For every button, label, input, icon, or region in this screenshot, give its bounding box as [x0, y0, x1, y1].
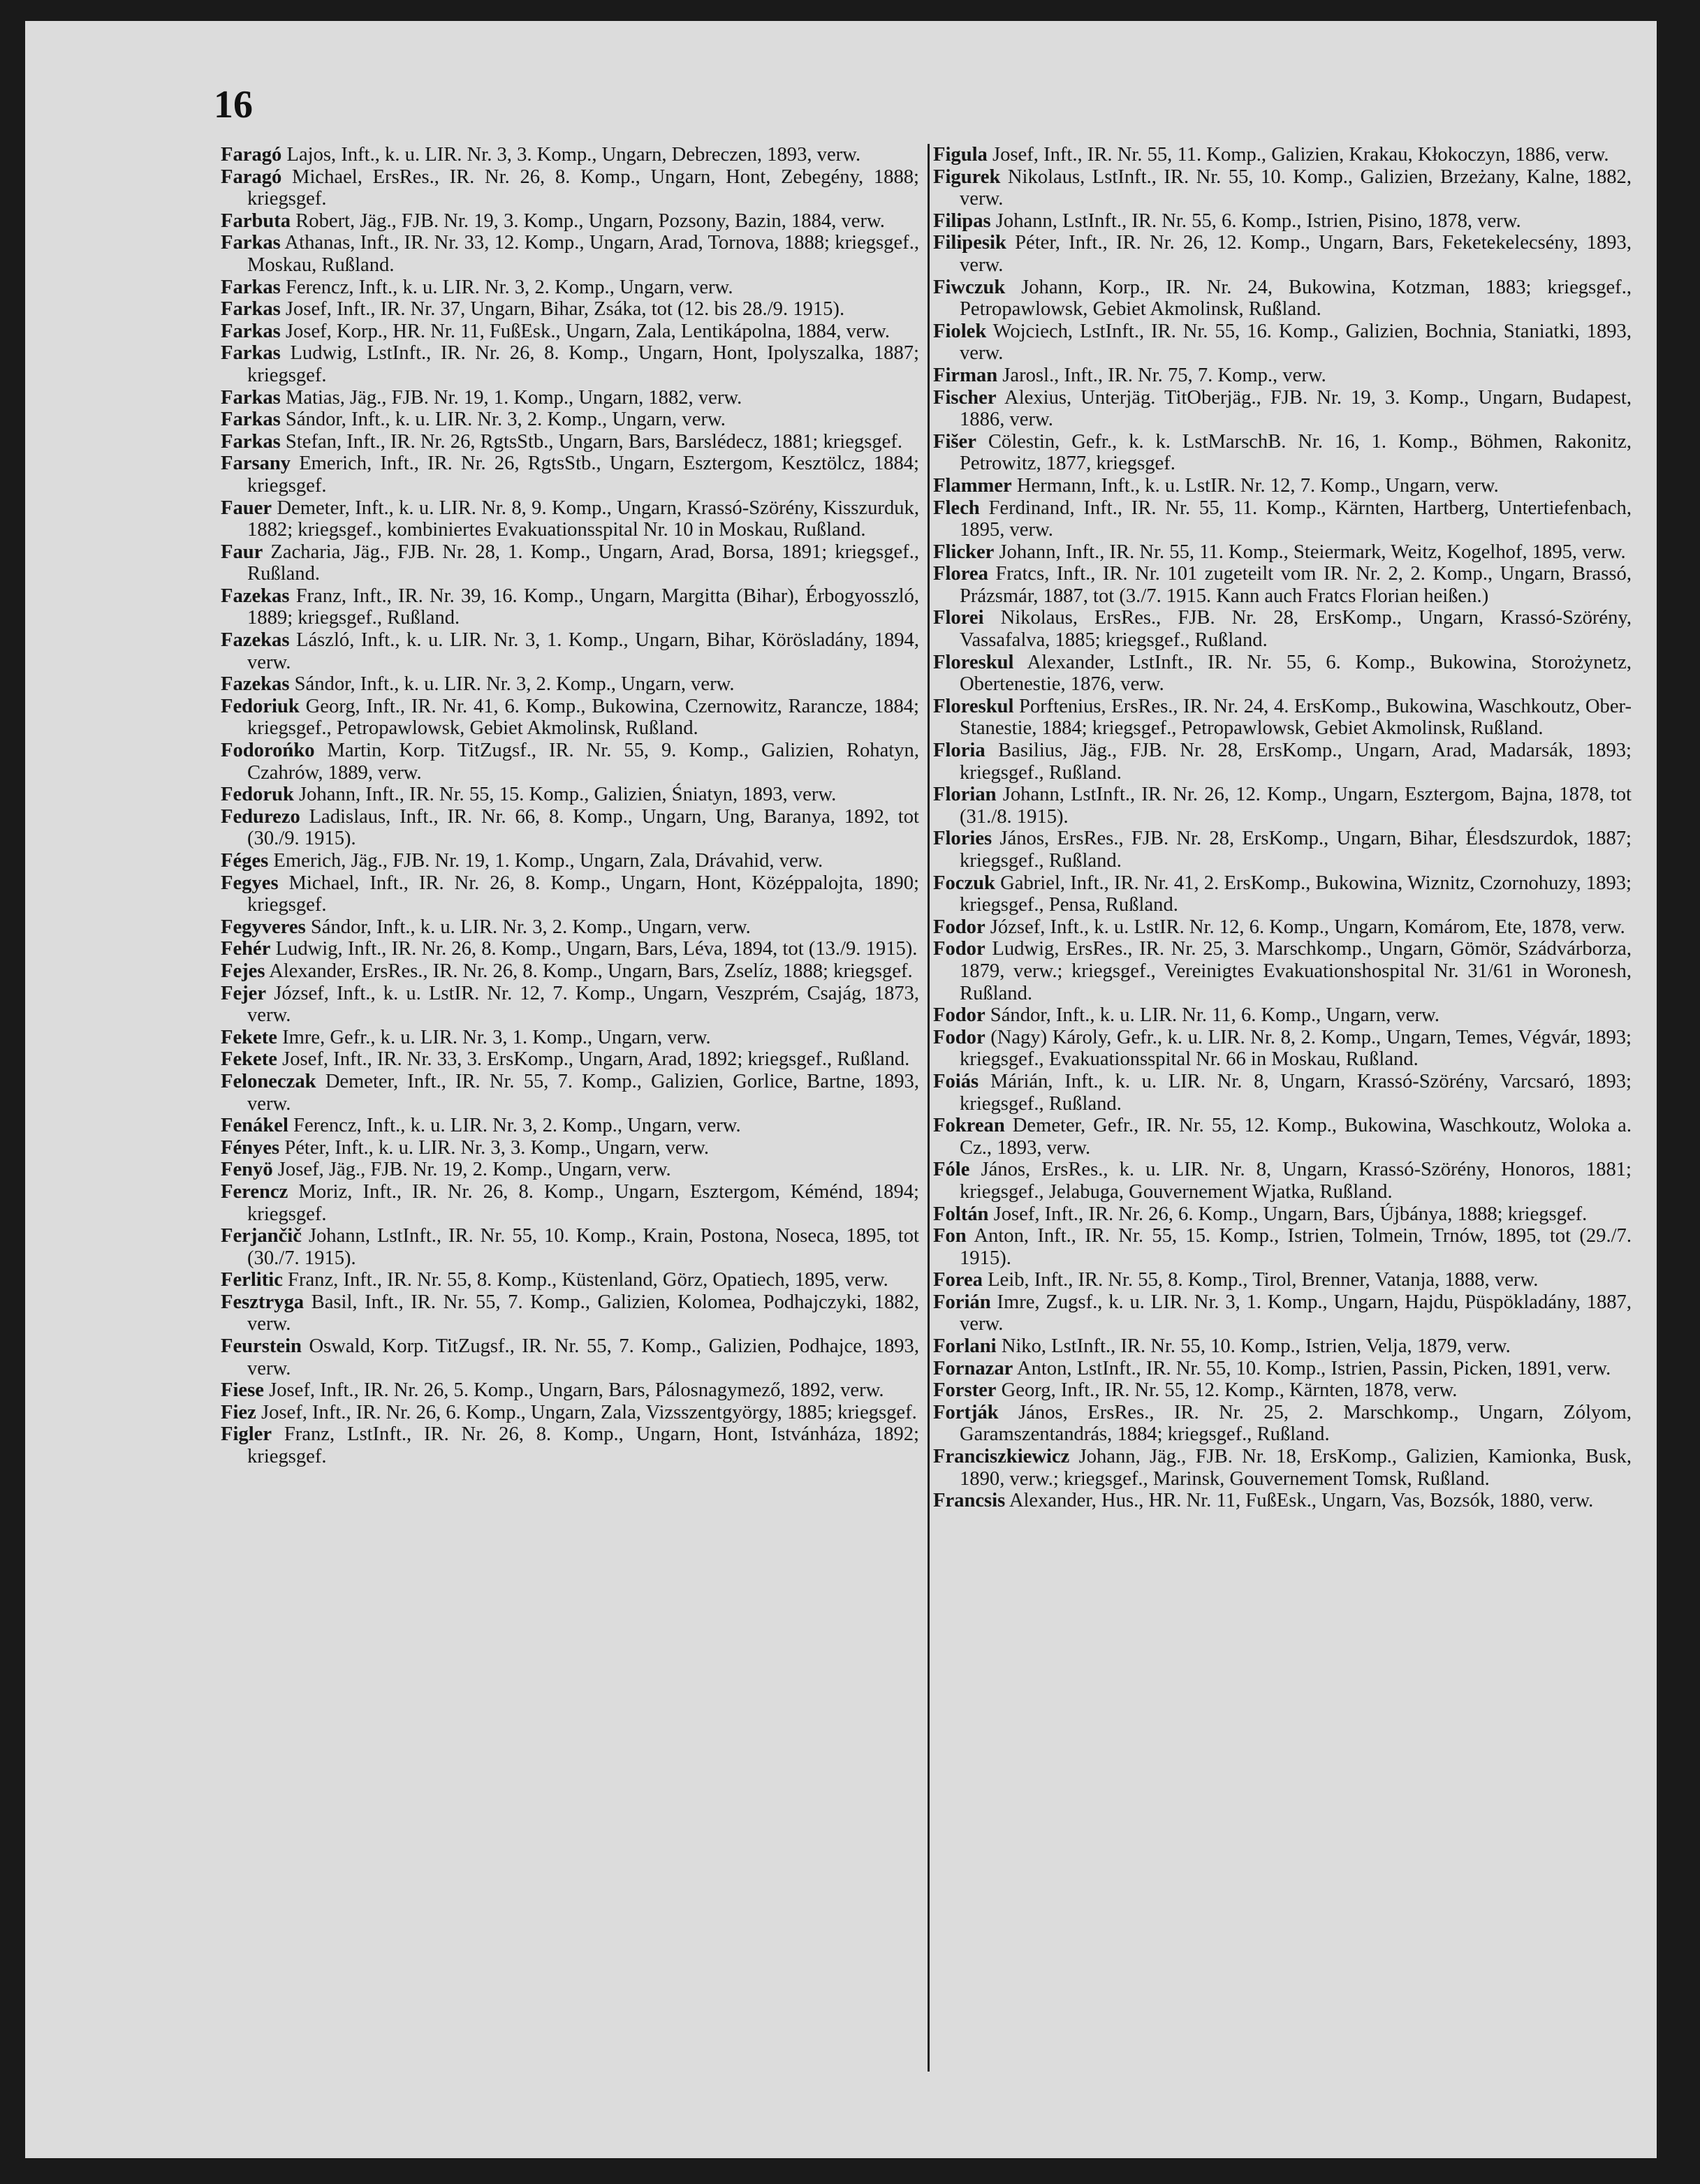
entry-surname: Ferlitic: [221, 1269, 283, 1291]
entry-details: Leib, Inft., IR. Nr. 55, 8. Komp., Tirol, Brenner, Vatanja, 1888, verw.: [982, 1269, 1539, 1291]
entry-details: Alexander, Hus., HR. Nr. 11, FußEsk., Ungarn, Vas, Bozsók, 1880, verw.: [1005, 1490, 1594, 1512]
entry-surname: Fiolek: [933, 320, 987, 342]
entry-details: Péter, Inft., k. u. LIR. Nr. 3, 3. Komp., Ungarn, verw.: [279, 1136, 710, 1159]
entry-details: Ludwig, LstInft., IR. Nr. 26, 8. Komp., Ungarn, Hont, Ipolyszalka, 1887; kriegsgef.: [247, 342, 919, 386]
entry-details: Ferencz, Inft., k. u. LIR. Nr. 3, 2. Komp., Ungarn, verw.: [280, 276, 733, 298]
entry-surname: Fenyö: [221, 1159, 273, 1181]
entry-details: Franz, Inft., IR. Nr. 55, 8. Komp., Küstenland, Görz, Opatiech, 1895, verw.: [282, 1269, 888, 1291]
entry-surname: Francsis: [933, 1490, 1006, 1512]
entry-details: Franz, LstInft., IR. Nr. 26, 8. Komp., Ungarn, Hont, Istvánháza, 1892; kriegsgef.: [247, 1423, 919, 1468]
entry-details: Sándor, Inft., k. u. LIR. Nr. 11, 6. Komp., Ungarn, verw.: [985, 1004, 1439, 1027]
entry-details: Michael, ErsRes., IR. Nr. 26, 8. Komp., Ungarn, Hont, Zebegény, 1888; kriegsgef.: [247, 166, 919, 210]
entry-surname: Flories: [933, 828, 992, 850]
entry-surname: Farkas: [221, 298, 281, 321]
entry-surname: Ferencz: [221, 1180, 288, 1203]
entry-surname: Figurek: [933, 166, 1001, 188]
list-item: [933, 1159, 1632, 1203]
entry-surname: Foiás: [933, 1070, 979, 1092]
list-item: [933, 365, 1632, 387]
entry-details: Johann, LstInft., IR. Nr. 55, 6. Komp., Istrien, Pisino, 1878, verw.: [990, 210, 1521, 232]
list-item: [221, 409, 919, 431]
list-item: [933, 563, 1632, 607]
entry-details: Anton, LstInft., IR. Nr. 55, 10. Komp., Istrien, Passin, Picken, 1891, verw.: [1013, 1357, 1611, 1379]
list-item: [933, 1291, 1632, 1335]
list-item: [221, 740, 919, 784]
entry-details: Niko, LstInft., IR. Nr. 55, 10. Komp., Istrien, Velja, 1879, verw.: [996, 1335, 1511, 1358]
entry-surname: Fedoriuk: [221, 695, 300, 717]
entry-surname: Fortják: [933, 1401, 999, 1423]
list-item: [221, 497, 919, 541]
list-item: [933, 938, 1632, 1004]
entry-surname: Fedoruk: [221, 784, 294, 806]
list-item: [933, 1335, 1632, 1358]
list-item: [933, 916, 1632, 939]
list-item: [933, 1027, 1632, 1071]
entry-surname: Fodor: [933, 938, 985, 960]
entry-details: Stefan, Inft., IR. Nr. 26, RgtsStb., Ungarn, Bars, Barslédecz, 1881; kriegsgef.: [280, 430, 902, 453]
entry-surname: Fokrean: [933, 1115, 1005, 1137]
list-item: [221, 298, 919, 321]
list-item: [221, 1379, 919, 1402]
entry-details: Anton, Inft., IR. Nr. 55, 15. Komp., Istrien, Tolmein, Trnów, 1895, tot (29./7. 1915).: [960, 1225, 1632, 1269]
list-item: [933, 1203, 1632, 1226]
entry-surname: Farkas: [221, 320, 281, 342]
entry-surname: Forlani: [933, 1335, 997, 1358]
entry-details: Nikolaus, LstInft., IR. Nr. 55, 10. Komp., Galizien, Brzeżany, Kalne, 1882, verw.: [960, 166, 1632, 210]
list-item: [221, 806, 919, 850]
list-item: [221, 166, 919, 210]
list-item: [221, 1225, 919, 1269]
list-item: [221, 541, 919, 585]
entry-details: Alexius, Unterjäg. TitOberjäg., FJB. Nr. 19, 3. Komp., Ungarn, Budapest, 1886, verw.: [960, 386, 1632, 431]
entry-details: Josef, Inft., IR. Nr. 26, 6. Komp., Ungarn, Bars, Újbánya, 1888; kriegsgef.: [988, 1203, 1588, 1225]
entry-surname: Fodor: [933, 916, 985, 938]
list-item: [221, 850, 919, 872]
entry-details: Josef, Inft., IR. Nr. 37, Ungarn, Bihar, Zsáka, tot (12. bis 28./9. 1915).: [280, 298, 845, 321]
list-item: [221, 585, 919, 629]
entry-surname: Fiese: [221, 1379, 264, 1402]
list-item: [933, 431, 1632, 475]
entry-details: Franz, Inft., IR. Nr. 39, 16. Komp., Ungarn, Margitta (Bihar), Érbogyosszló, 1889; kriegsgef., Rußland.: [247, 585, 919, 629]
right-column: [933, 144, 1632, 2072]
list-item: [221, 1071, 919, 1115]
list-item: [933, 1446, 1632, 1490]
entry-surname: Forea: [933, 1269, 983, 1291]
entry-details: Johann, Jäg., FJB. Nr. 18, ErsKomp., Galizien, Kamionka, Busk, 1890, verw.; kriegsgef., Marinsk, Gouvernement Tomsk, Rußland.: [960, 1446, 1632, 1490]
entry-surname: Foltán: [933, 1203, 989, 1225]
entry-details: Demeter, Gefr., IR. Nr. 55, 12. Komp., Bukowina, Waschkoutz, Woloka a. Cz., 1893, verw.: [960, 1115, 1632, 1159]
entry-details: Moriz, Inft., IR. Nr. 26, 8. Komp., Ungarn, Esztergom, Kéménd, 1894; kriegsgef.: [247, 1180, 919, 1225]
entry-details: Ferencz, Inft., k. u. LIR. Nr. 3, 2. Komp., Ungarn, verw.: [288, 1115, 741, 1137]
entry-details: Ludwig, Inft., IR. Nr. 26, 8. Komp., Ungarn, Bars, Léva, 1894, tot (13./9. 1915).: [270, 938, 918, 960]
list-item: [221, 872, 919, 916]
list-item: [221, 1048, 919, 1071]
list-item: [933, 166, 1632, 210]
list-item: [221, 342, 919, 386]
entry-details: Porftenius, ErsRes., IR. Nr. 24, 4. ErsKomp., Bukowina, Waschkoutz, Ober-Stanestie, 1884; kriegsgef., Petropawlowsk, Gebiet Akmolinsk, Rußland.: [960, 695, 1632, 740]
entry-details: Georg, Inft., IR. Nr. 55, 12. Komp., Kärnten, 1878, verw.: [996, 1379, 1458, 1402]
list-item: [933, 1225, 1632, 1269]
list-item: [221, 277, 919, 299]
entry-details: Basil, Inft., IR. Nr. 55, 7. Komp., Galizien, Kolomea, Podhajczyki, 1882, verw.: [247, 1291, 919, 1335]
list-item: [221, 387, 919, 409]
entry-surname: Farkas: [221, 430, 281, 453]
list-item: [933, 828, 1632, 872]
entry-surname: Farbuta: [221, 210, 291, 232]
entry-surname: Floria: [933, 740, 985, 762]
entry-surname: Fodor: [933, 1026, 985, 1048]
entry-surname: Fazekas: [221, 629, 290, 652]
entry-surname: Fejes: [221, 960, 265, 982]
entry-surname: Fenákel: [221, 1115, 288, 1137]
entry-surname: Fodor: [933, 1004, 985, 1027]
entry-details: Alexander, LstInft., IR. Nr. 55, 6. Komp., Bukowina, Storożynetz, Obertenestie, 1876, verw.: [960, 651, 1632, 696]
entry-details: Sándor, Inft., k. u. LIR. Nr. 3, 2. Komp., Ungarn, verw.: [289, 673, 735, 696]
list-item: [221, 673, 919, 696]
entry-details: Lajos, Inft., k. u. LIR. Nr. 3, 3. Komp., Ungarn, Debreczen, 1893, verw.: [281, 144, 861, 166]
entry-surname: Fejer: [221, 982, 267, 1004]
list-item: [933, 740, 1632, 784]
list-item: [221, 431, 919, 453]
entry-details: Josef, Korp., HR. Nr. 11, FußEsk., Ungarn, Zala, Lentikápolna, 1884, verw.: [280, 320, 891, 342]
entry-surname: Fesztryga: [221, 1291, 305, 1313]
entry-surname: Fiez: [221, 1401, 256, 1423]
list-item: [221, 983, 919, 1027]
page-number: 16: [214, 83, 253, 126]
entry-surname: Fekete: [221, 1026, 277, 1048]
entry-surname: Faragó: [221, 166, 282, 188]
entry-surname: Fauer: [221, 497, 272, 519]
list-item: [933, 652, 1632, 696]
list-item: [933, 1115, 1632, 1159]
list-item: [221, 321, 919, 343]
left-column: [221, 144, 919, 2072]
entry-details: Imre, Zugsf., k. u. LIR. Nr. 3, 1. Komp., Ungarn, Hajdu, Püspökladány, 1887, verw.: [960, 1291, 1632, 1335]
entry-details: Nikolaus, ErsRes., FJB. Nr. 28, ErsKomp., Ungarn, Krassó-Szörény, Vassafalva, 1885; kriegsgef., Rußland.: [960, 607, 1632, 652]
list-item: [221, 1269, 919, 1291]
entry-details: (Nagy) Károly, Gefr., k. u. LIR. Nr. 8, 2. Komp., Ungarn, Temes, Végvár, 1893; kriegsgef., Evakuationsspital Nr. 66 in Moskau, Rußland.: [960, 1026, 1632, 1071]
entry-surname: Foczuk: [933, 872, 995, 894]
entry-details: Demeter, Inft., IR. Nr. 55, 7. Komp., Galizien, Gorlice, Bartne, 1893, verw.: [247, 1070, 919, 1115]
entry-details: Ludwig, ErsRes., IR. Nr. 25, 3. Marschkomp., Ungarn, Gömör, Szádvárborza, 1879, verw.; kriegsgef., Vereinigtes Evakuationshospital Nr. 31/61 in Woronesh, Rußland.: [960, 938, 1632, 1004]
entry-surname: Farkas: [221, 386, 281, 409]
list-item: [933, 210, 1632, 233]
list-item: [221, 916, 919, 939]
list-item: [933, 1004, 1632, 1027]
entry-details: Demeter, Inft., k. u. LIR. Nr. 8, 9. Komp., Ungarn, Krassó-Szörény, Kisszurduk, 1882; kriegsgef., kombiniertes Evakuationsspital Nr. 10 in Moskau, Rußland.: [247, 497, 919, 541]
entry-surname: Forián: [933, 1291, 991, 1313]
list-item: [221, 1137, 919, 1159]
entry-surname: Fekete: [221, 1048, 277, 1071]
entry-details: János, ErsRes., FJB. Nr. 28, ErsKomp., Ungarn, Bihar, Élesdszurdok, 1887; kriegsgef., Rußland.: [960, 828, 1632, 872]
entry-surname: Florea: [933, 563, 988, 585]
entry-details: Hermann, Inft., k. u. LstIR. Nr. 12, 7. Komp., Ungarn, verw.: [1011, 474, 1499, 497]
list-item: [221, 144, 919, 166]
column-divider: [928, 144, 930, 2072]
entry-surname: Firman: [933, 364, 998, 386]
entry-details: Johann, Inft., IR. Nr. 55, 11. Komp., Steiermark, Weitz, Kogelhof, 1895, verw.: [994, 541, 1626, 563]
entry-details: Robert, Jäg., FJB. Nr. 19, 3. Komp., Ungarn, Pozsony, Bazin, 1884, verw.: [291, 210, 885, 232]
entry-surname: Filipesik: [933, 232, 1006, 254]
entry-surname: Farkas: [221, 409, 281, 431]
entry-details: Zacharia, Jäg., FJB. Nr. 28, 1. Komp., Ungarn, Arad, Borsa, 1891; kriegsgef., Rußland.: [247, 541, 919, 585]
entry-surname: Fedurezo: [221, 805, 300, 828]
entry-details: Ferdinand, Inft., IR. Nr. 55, 11. Komp., Kärnten, Hartberg, Untertiefenbach, 1895, verw.: [960, 497, 1632, 541]
list-item: [933, 1490, 1632, 1512]
entry-surname: Fischer: [933, 386, 997, 409]
entry-details: Johann, Inft., IR. Nr. 55, 15. Komp., Galizien, Śniatyn, 1893, verw.: [293, 784, 837, 806]
entry-details: Sándor, Inft., k. u. LIR. Nr. 3, 2. Komp., Ungarn, verw.: [305, 916, 751, 938]
entry-details: János, ErsRes., k. u. LIR. Nr. 8, Ungarn, Krassó-Szörény, Honoros, 1881; kriegsgef., Jelabuga, Gouvernement Wjatka, Rußland.: [960, 1159, 1632, 1203]
entry-details: Johann, LstInft., IR. Nr. 26, 12. Komp., Ungarn, Esztergom, Bajna, 1878, tot (31./8. 1915).: [960, 784, 1632, 828]
entry-details: Athanas, Inft., IR. Nr. 33, 12. Komp., Ungarn, Arad, Tornova, 1888; kriegsgef., Moskau, Rußland.: [247, 232, 919, 276]
list-item: [933, 1402, 1632, 1446]
entry-surname: Fóle: [933, 1159, 970, 1181]
entry-surname: Flammer: [933, 474, 1012, 497]
list-item: [933, 1379, 1632, 1402]
list-item: [221, 629, 919, 673]
entry-details: Josef, Inft., IR. Nr. 33, 3. ErsKomp., Ungarn, Arad, 1892; kriegsgef., Rußland.: [277, 1048, 910, 1071]
entry-surname: Floreskul: [933, 695, 1014, 717]
list-item: [933, 784, 1632, 828]
list-item: [933, 1269, 1632, 1291]
entry-surname: Ferjančič: [221, 1225, 302, 1247]
entry-surname: Fegyveres: [221, 916, 306, 938]
entry-details: Basilius, Jäg., FJB. Nr. 28, ErsKomp., Ungarn, Arad, Madarsák, 1893; kriegsgef., Rußland.: [960, 740, 1632, 784]
list-item: [933, 232, 1632, 276]
list-item: [221, 1181, 919, 1225]
entry-details: Alexander, ErsRes., IR. Nr. 26, 8. Komp., Ungarn, Bars, Zselíz, 1888; kriegsgef.: [265, 960, 913, 982]
entry-surname: Fegyes: [221, 872, 279, 894]
entry-surname: Florei: [933, 607, 984, 629]
list-item: [221, 696, 919, 740]
entry-details: Johann, LstInft., IR. Nr. 55, 10. Komp., Krain, Postona, Noseca, 1895, tot (30./7. 1915).: [247, 1225, 919, 1269]
entry-details: József, Inft., k. u. LstIR. Nr. 12, 6. Komp., Ungarn, Komárom, Ete, 1878, verw.: [985, 916, 1625, 938]
entry-surname: Flech: [933, 497, 980, 519]
entry-details: Jarosl., Inft., IR. Nr. 75, 7. Komp., verw.: [997, 364, 1326, 386]
entry-details: Wojciech, LstInft., IR. Nr. 55, 16. Komp., Galizien, Bochnia, Staniatki, 1893, verw.: [960, 320, 1632, 365]
list-item: [221, 1159, 919, 1181]
entry-details: Emerich, Jäg., FJB. Nr. 19, 1. Komp., Ungarn, Zala, Drávahid, verw.: [268, 850, 823, 872]
entry-details: Michael, Inft., IR. Nr. 26, 8. Komp., Ungarn, Hont, Középpalojta, 1890; kriegsgef.: [247, 872, 919, 916]
entry-surname: Fišer: [933, 430, 976, 453]
entry-surname: Farkas: [221, 232, 281, 254]
list-item: [933, 144, 1632, 166]
entry-surname: Forster: [933, 1379, 997, 1402]
entry-surname: Féges: [221, 850, 269, 872]
entry-surname: Figula: [933, 144, 988, 166]
entry-surname: Fazekas: [221, 673, 290, 696]
entry-details: Martin, Korp. TitZugsf., IR. Nr. 55, 9. Komp., Galizien, Rohatyn, Czahrów, 1889, verw.: [247, 740, 919, 784]
entry-surname: Fodorońko: [221, 740, 315, 762]
entry-details: Matias, Jäg., FJB. Nr. 19, 1. Komp., Ungarn, 1882, verw.: [280, 386, 742, 409]
list-item: [933, 696, 1632, 740]
entry-surname: Floreskul: [933, 651, 1014, 673]
entry-details: László, Inft., k. u. LIR. Nr. 3, 1. Komp., Ungarn, Bihar, Körösladány, 1894, verw.: [247, 629, 919, 673]
entry-surname: Feloneczak: [221, 1070, 316, 1092]
list-item: [933, 1358, 1632, 1380]
entry-details: Josef, Inft., IR. Nr. 26, 5. Komp., Ungarn, Bars, Pálosnagymező, 1892, verw.: [263, 1379, 884, 1402]
entry-surname: Faragó: [221, 144, 282, 166]
entry-surname: Farkas: [221, 342, 281, 365]
entry-surname: Fon: [933, 1225, 967, 1247]
entry-surname: Fehér: [221, 938, 271, 960]
entry-details: Gabriel, Inft., IR. Nr. 41, 2. ErsKomp., Bukowina, Wiznitz, Czornohuzy, 1893; kriegsgef., Pensa, Rußland.: [960, 872, 1632, 916]
list-item: [221, 1027, 919, 1049]
entry-details: Péter, Inft., IR. Nr. 26, 12. Komp., Ungarn, Bars, Feketekelecsény, 1893, verw.: [960, 232, 1632, 276]
entry-details: Sándor, Inft., k. u. LIR. Nr. 3, 2. Komp., Ungarn, verw.: [280, 409, 726, 431]
entry-details: Josef, Inft., IR. Nr. 55, 11. Komp., Galizien, Krakau, Kłokoczyn, 1886, verw.: [987, 144, 1609, 166]
entry-details: Johann, Korp., IR. Nr. 24, Bukowina, Kotzman, 1883; kriegsgef., Petropawlowsk, Gebiet Akmolinsk, Rußland.: [960, 276, 1632, 321]
list-item: [221, 1291, 919, 1335]
entry-details: Márián, Inft., k. u. LIR. Nr. 8, Ungarn, Krassó-Szörény, Varcsaró, 1893; kriegsgef., Rußland.: [960, 1070, 1632, 1115]
entry-details: Emerich, Inft., IR. Nr. 26, RgtsStb., Ungarn, Esztergom, Kesztölcz, 1884; kriegsgef.: [247, 453, 919, 497]
list-item: [221, 784, 919, 806]
list-item: [933, 1071, 1632, 1115]
list-item: [933, 277, 1632, 321]
entry-details: János, ErsRes., IR. Nr. 25, 2. Marschkomp., Ungarn, Zólyom, Garamszentandrás, 1884; kriegsgef., Rußland.: [960, 1401, 1632, 1446]
list-item: [221, 232, 919, 276]
entry-surname: Filipas: [933, 210, 991, 232]
list-item: [933, 497, 1632, 541]
entry-details: Josef, Jäg., FJB. Nr. 19, 2. Komp., Ungarn, verw.: [272, 1159, 671, 1181]
list-item: [933, 321, 1632, 365]
entry-surname: Faur: [221, 541, 263, 563]
list-item: [221, 210, 919, 233]
entry-surname: Farsany: [221, 453, 291, 475]
entry-surname: Flicker: [933, 541, 995, 563]
document-page: [25, 21, 1657, 2158]
entry-surname: Fornazar: [933, 1357, 1013, 1379]
list-item: [933, 475, 1632, 497]
list-item: [933, 872, 1632, 916]
entry-surname: Florian: [933, 784, 997, 806]
list-item: [221, 1423, 919, 1467]
entry-details: Ladislaus, Inft., IR. Nr. 66, 8. Komp., Ungarn, Ung, Baranya, 1892, tot (30./9. 1915).: [247, 805, 919, 850]
entry-surname: Feurstein: [221, 1335, 302, 1358]
entry-surname: Figler: [221, 1423, 272, 1446]
entry-surname: Franciszkiewicz: [933, 1446, 1070, 1468]
list-item: [221, 453, 919, 497]
list-item: [221, 960, 919, 983]
entry-details: Imre, Gefr., k. u. LIR. Nr. 3, 1. Komp., Ungarn, verw.: [277, 1026, 711, 1048]
entry-details: Cölestin, Gefr., k. k. LstMarschB. Nr. 16, 1. Komp., Böhmen, Rakonitz, Petrowitz, 1877, kriegsgef.: [960, 430, 1632, 475]
entry-details: Oswald, Korp. TitZugsf., IR. Nr. 55, 7. Komp., Galizien, Podhajce, 1893, verw.: [247, 1335, 919, 1379]
list-item: [221, 1115, 919, 1137]
list-item: [933, 541, 1632, 564]
entry-details: József, Inft., k. u. LstIR. Nr. 12, 7. Komp., Ungarn, Veszprém, Csajág, 1873, verw.: [247, 982, 919, 1027]
entry-surname: Fiwczuk: [933, 276, 1006, 298]
entry-details: Josef, Inft., IR. Nr. 26, 6. Komp., Ungarn, Zala, Vizsszentgyörgy, 1885; kriegsgef.: [256, 1401, 917, 1423]
entry-details: Georg, Inft., IR. Nr. 41, 6. Komp., Bukowina, Czernowitz, Rarancze, 1884; kriegsgef., Petropawlowsk, Gebiet Akmolinsk, Rußland.: [247, 695, 919, 740]
list-item: [221, 938, 919, 960]
list-item: [933, 607, 1632, 651]
list-item: [221, 1402, 919, 1424]
list-item: [933, 387, 1632, 431]
entry-surname: Fazekas: [221, 585, 290, 607]
entry-surname: Fényes: [221, 1136, 280, 1159]
entry-details: Fratcs, Inft., IR. Nr. 101 zugeteilt vom IR. Nr. 2, 2. Komp., Ungarn, Brassó, Prázsmár, 1887, tot (3./7. 1915. Kann auch Fratcs Florian heißen.): [960, 563, 1632, 607]
entry-surname: Farkas: [221, 276, 281, 298]
list-item: [221, 1335, 919, 1379]
